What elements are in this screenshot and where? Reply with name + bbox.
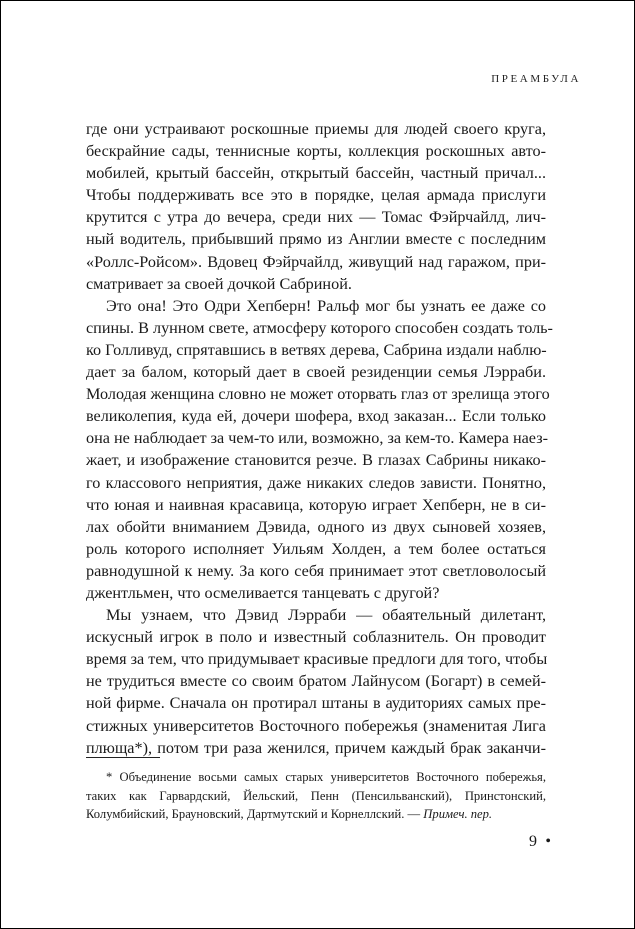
footnote-rule	[86, 757, 160, 758]
text-line: ной фирме. Сначала он протирал штаны в аудиториях самых пре-	[86, 694, 546, 713]
text-line: роль которого исполняет Уильям Холден, а тем более остаться	[86, 539, 546, 558]
text-line: Чтобы поддерживать все это в порядке, целая армада прислуги	[86, 186, 546, 205]
text-line: ный водитель, прибывший прямо из Англии вместе с последним	[86, 230, 546, 249]
text-line: крутится с утра до вечера, среди них — Томас Фэйрчайлд, лич-	[86, 208, 546, 227]
text-line: где они устраивают роскошные приемы для людей своего круга,	[86, 120, 546, 138]
text-line: плюща*), потом три раза женился, причем каждый брак заканчи-	[86, 738, 546, 757]
text-line: Это она! Это Одри Хепберн! Ральф мог бы узнать ее даже со	[106, 296, 546, 315]
text-line: жает, и изображение становится резче. В глазах Сабрины никако-	[86, 451, 546, 470]
running-head: ПРЕАМБУЛА	[491, 73, 581, 85]
text-line: искусный игрок в поло и известный соблазнитель. Он проводит	[86, 628, 546, 647]
text-line: джентльмен, что осмеливается танцевать с другой?	[86, 583, 440, 602]
text-line: дает за балом, который дает в своей резиденции семья Лэрраби.	[86, 363, 546, 382]
text-line: равнодушной к нему. За кого себя принимает этот светловолосый	[86, 561, 546, 580]
text-line: бескрайние сады, теннисные корты, коллекция роскошных авто-	[86, 142, 546, 161]
footnote-line: * Объединение восьми самых старых университетов Восточного побережья,	[106, 770, 546, 784]
text-line: ко Голливуд, спрятавшись в ветвях дерева, Сабрина издали наблю-	[86, 340, 547, 359]
translator-note: Примеч. пер.	[423, 807, 493, 822]
text-line: «Роллс-Ройсом». Вдовец Фэйрчайлд, живущий над гаражом, при-	[86, 252, 546, 271]
text-line: что юная и наивная красавица, которую играет Хепберн, не в си-	[86, 495, 546, 514]
text-line: спины. В лунном свете, атмосферу которого способен создать толь-	[86, 318, 553, 337]
text-line: великолепия, куда ей, дочери шофера, вход заказан... Если только	[86, 407, 546, 426]
footnote-line: таких как Гарвардский, Йельский, Пенн (Пенсильванский), Принстонский,	[86, 788, 546, 803]
footnote-text: Колумбийский, Брауновский, Дартмутский и Корнеллский. —	[86, 807, 424, 822]
text-line: стижных университетов Восточного побережья (знаменитая Лига	[86, 716, 546, 735]
text-line: лах обойти вниманием Дэвида, одного из двух сыновей хозяев,	[86, 517, 546, 536]
page-bullet: •	[545, 833, 551, 850]
text-line: она не наблюдает за чем-то или, возможно, за кем-то. Камера наез-	[86, 429, 548, 448]
text-line: не трудиться вместе со своим братом Лайнусом (Богарт) в семей-	[86, 672, 546, 691]
text-line: мобилей, крытый бассейн, открытый бассейн, частный причал...	[86, 164, 546, 183]
text-line: Мы узнаем, что Дэвид Лэрраби — обаятельный дилетант,	[106, 606, 546, 625]
page-number: 9	[529, 833, 537, 850]
footnote-line	[86, 805, 546, 824]
text-line: Молодая женщина словно не может оторвать глаз от зрелища этого	[86, 385, 550, 404]
text-line: го классового неприятия, даже никаких следов зависти. Понятно,	[86, 473, 546, 492]
body-text	[86, 118, 553, 759]
text-line: сматривает за своей дочкой Сабриной.	[86, 274, 352, 293]
text-line: время за тем, что придумывает красивые предлоги для того, чтобы	[86, 650, 548, 669]
footnote	[86, 768, 546, 824]
